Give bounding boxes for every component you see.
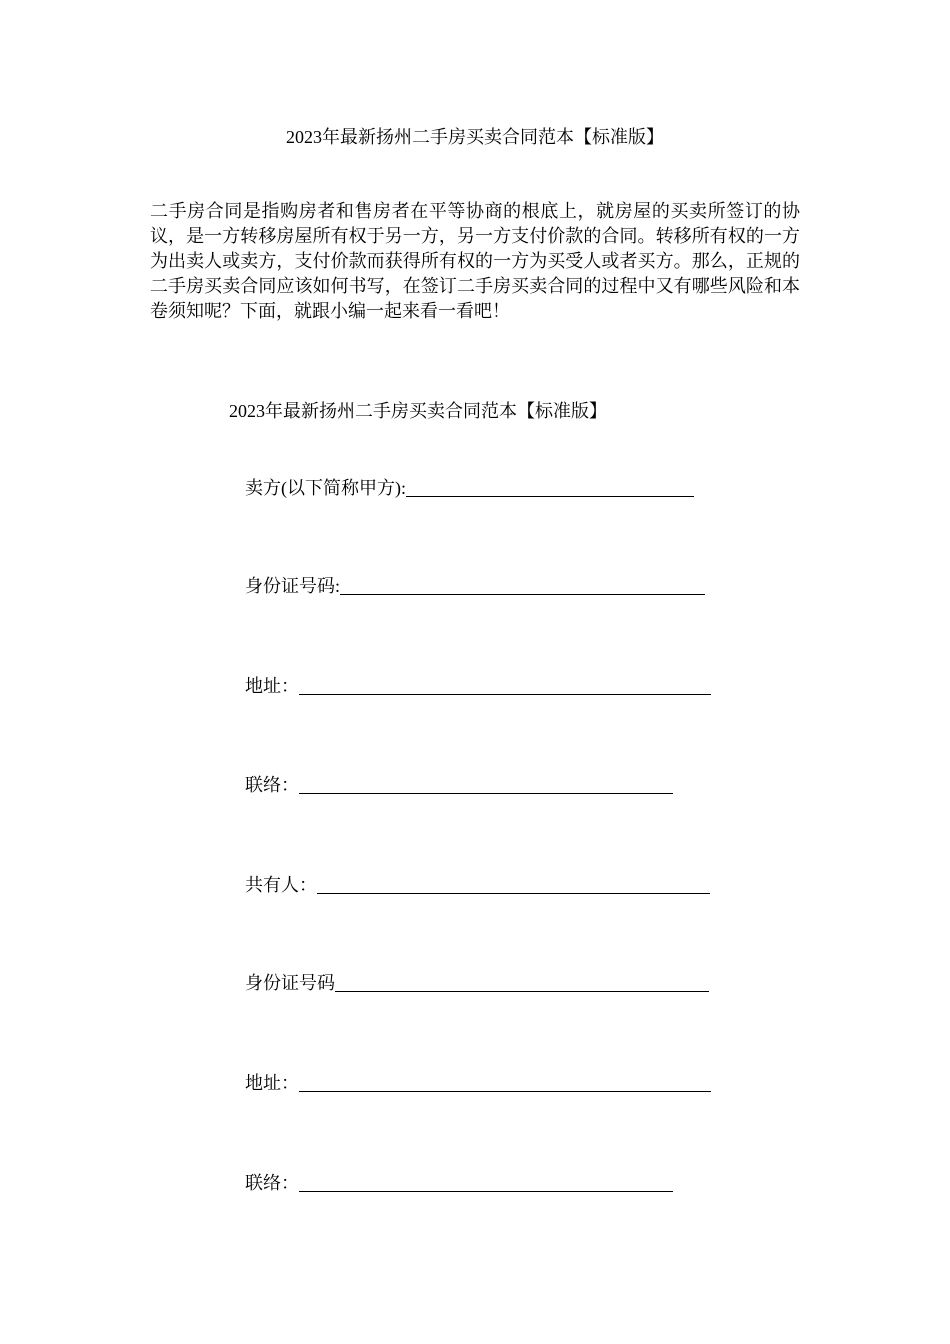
co-owner-contact-blank	[299, 1173, 673, 1192]
seller-contact-field	[245, 773, 673, 797]
seller-field	[245, 476, 694, 500]
co-owner-id-label: 身份证号码	[245, 973, 335, 993]
co-owner-address-label: 地址：	[245, 1073, 299, 1093]
intro-paragraph: 二手房合同是指购房者和售房者在平等协商的根底上，就房屋的买卖所签订的协议，是一方转移房屋所有权于另一方，另一方支付价款的合同。转移所有权的一方为出卖人或卖方，支付价款而获得所有权的一方为买受人或者买方。那么，正规的二手房买卖合同应该如何书写，在签订二手房买卖合同的过程中又有哪些风险和本卷须知呢？下面，就跟小编一起来看一看吧！	[150, 201, 800, 321]
seller-id-label: 身份证号码:	[245, 576, 341, 596]
co-owner-contact-field	[245, 1171, 673, 1195]
seller-contact-blank	[299, 775, 673, 794]
seller-address-label: 地址：	[245, 676, 299, 696]
seller-address-field	[245, 674, 711, 698]
seller-contact-label: 联络：	[245, 775, 299, 795]
seller-id-field	[245, 574, 705, 598]
co-owner-label: 共有人：	[245, 875, 317, 895]
seller-address-blank	[299, 676, 711, 695]
seller-id-blank	[340, 576, 705, 595]
co-owner-id-field	[245, 971, 709, 995]
document-title: 2023年最新扬州二手房买卖合同范本【标准版】	[286, 127, 664, 147]
co-owner-blank	[317, 875, 710, 894]
co-owner-address-blank	[299, 1073, 711, 1092]
co-owner-id-blank	[335, 973, 709, 992]
contract-title: 2023年最新扬州二手房买卖合同范本【标准版】	[229, 401, 607, 421]
co-owner-field	[245, 873, 710, 897]
co-owner-contact-label: 联络：	[245, 1173, 299, 1193]
seller-label: 卖方(以下简称甲方):	[245, 478, 406, 498]
seller-blank	[406, 478, 694, 497]
co-owner-address-field	[245, 1071, 711, 1095]
